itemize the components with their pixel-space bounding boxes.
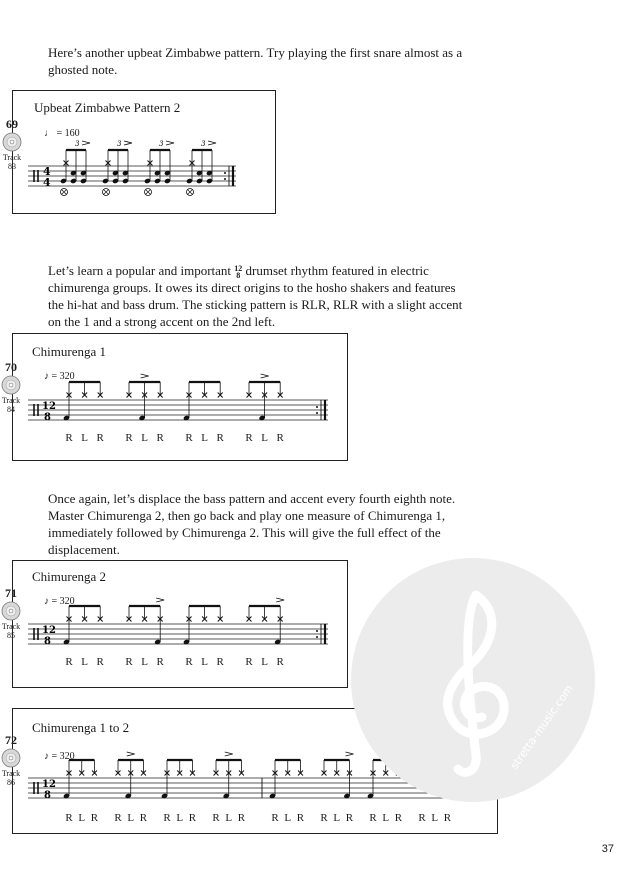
sticking-letter: R	[125, 656, 133, 668]
time-sig-top: 4	[43, 165, 51, 178]
track-badge[interactable]	[0, 734, 26, 787]
quarter-note-icon: ♩	[44, 128, 54, 139]
track-id: 85	[7, 631, 15, 640]
tempo-value: = 320	[51, 596, 75, 607]
example-title: Chimurenga 2	[32, 569, 107, 584]
intro-paragraph-2	[48, 262, 468, 330]
sticking-letter: R	[271, 812, 279, 824]
cd-icon	[1, 748, 21, 768]
paragraph-2-before: Let’s learn a popular and important	[48, 263, 232, 278]
sticking-letter: L	[431, 812, 439, 824]
inline-time-sig-bottom: 8	[236, 271, 241, 281]
track-number: 71	[5, 586, 17, 600]
sticking-letter: L	[81, 432, 88, 444]
accent-mark	[166, 141, 174, 145]
sticking-letter: L	[225, 812, 233, 824]
tempo-value: = 160	[56, 128, 80, 139]
sticking-letter: R	[163, 812, 171, 824]
tempo-value: = 320	[51, 751, 75, 762]
cd-icon	[2, 132, 22, 152]
track-badge[interactable]	[0, 361, 26, 414]
sticking-letter: L	[201, 432, 208, 444]
notation-staff-2	[28, 378, 338, 438]
track-number: 70	[5, 360, 17, 374]
sticking-letter: L	[141, 432, 148, 444]
notation-staff-1	[28, 136, 268, 206]
time-sig-top: 12	[42, 625, 56, 636]
sticking-letter: L	[382, 812, 390, 824]
track-label: Track	[1, 396, 21, 405]
sticking-letter: R	[418, 812, 426, 824]
triplet-mark: 3	[201, 140, 206, 148]
sticking-letter: R	[394, 812, 403, 824]
sticking-letter: R	[156, 656, 164, 668]
track-number: 69	[6, 117, 18, 131]
hihat-foot-cross	[146, 190, 151, 195]
time-sig-top: 12	[42, 779, 56, 790]
sticking-letter: R	[276, 432, 284, 444]
sticking-letter: R	[369, 812, 377, 824]
track-badge[interactable]	[0, 118, 27, 171]
accent-mark	[124, 141, 132, 145]
triplet-mark: 3	[117, 140, 122, 148]
track-id: 83	[8, 162, 16, 171]
sticking-letter: R	[65, 656, 73, 668]
sticking-letter: R	[114, 812, 122, 824]
sticking-letter: L	[176, 812, 184, 824]
cd-icon	[1, 375, 21, 395]
example-title: Chimurenga 1	[32, 344, 107, 359]
eighth-note-icon: ♪	[44, 596, 49, 607]
inline-time-signature	[234, 265, 242, 279]
sticking-letter: R	[216, 432, 224, 444]
sticking-letter: R	[345, 812, 354, 824]
triplet-mark: 3	[75, 140, 80, 148]
inline-time-sig-top: 12	[234, 264, 243, 274]
sticking-letter: R	[96, 432, 104, 444]
sticking-letter: L	[81, 656, 88, 668]
example-title: Upbeat Zimbabwe Pattern 2	[34, 100, 181, 115]
watermark-treble-clef-logo	[348, 555, 598, 805]
sticking-letter: R	[237, 812, 246, 824]
cd-icon	[1, 601, 21, 621]
watermark-text: stretta-music.com	[507, 682, 576, 772]
sticking-letter: R	[296, 812, 305, 824]
sticking-letter: R	[245, 432, 253, 444]
sticking-letter: R	[139, 812, 148, 824]
sticking-letter: R	[65, 812, 73, 824]
eighth-note-icon: ♪	[44, 751, 49, 762]
sticking-letter: L	[201, 656, 208, 668]
sticking-letter: R	[96, 656, 104, 668]
example-title: Chimurenga 1 to 2	[32, 720, 130, 735]
sticking-letter: L	[127, 812, 135, 824]
sticking-letter: R	[125, 432, 133, 444]
sticking-letter: R	[65, 432, 73, 444]
sticking-letter: L	[284, 812, 292, 824]
time-sig-bottom: 8	[44, 636, 51, 647]
sticking-letter: R	[320, 812, 328, 824]
sticking-letter: L	[261, 656, 268, 668]
sticking-letter: R	[443, 812, 452, 824]
triplet-mark: 3	[159, 140, 164, 148]
sticking-letter: R	[276, 656, 284, 668]
sticking-letter: L	[78, 812, 86, 824]
notation-staff-3	[28, 602, 338, 662]
track-label: Track	[1, 622, 21, 631]
sticking-letter: R	[185, 432, 193, 444]
sticking-letter: R	[216, 656, 224, 668]
sticking-letter: R	[188, 812, 197, 824]
hihat-foot-cross	[188, 190, 193, 195]
sticking-letter: R	[245, 656, 253, 668]
track-label: Track	[2, 153, 22, 162]
sticking-letter: L	[141, 656, 148, 668]
paragraph-2-after: drumset rhythm featured in electric chimurenga groups. It owes its direct origins to the hosho shakers and features the hi-hat and bass drum. The sticking pattern is RLR, RLR with a slight accent on the 1 and a strong accent on the 2nd left.	[48, 263, 463, 330]
track-label: Track	[1, 769, 21, 778]
sticking-letter: R	[156, 432, 164, 444]
sticking-letter: L	[333, 812, 341, 824]
time-sig-bottom: 8	[44, 790, 51, 801]
hihat-foot-cross	[104, 190, 109, 195]
sticking-letter: R	[185, 656, 193, 668]
sticking-letter: L	[261, 432, 268, 444]
time-sig-top: 12	[42, 401, 56, 412]
eighth-note-icon: ♪	[44, 371, 49, 382]
time-sig-bottom: 8	[44, 412, 51, 423]
track-badge[interactable]	[0, 587, 26, 640]
track-id: 84	[7, 405, 15, 414]
sticking-letter: R	[90, 812, 99, 824]
page-number: 37	[601, 843, 614, 855]
sticking-letter: R	[212, 812, 220, 824]
intro-paragraph-3: Once again, let’s displace the bass pattern and accent every fourth eighth note. Master Chimurenga 2, then go back and play one measure of Chimurenga 1, immediately followed by Chimurenga 2. This will give the full effect of the displacement.	[48, 491, 456, 557]
accent-mark	[82, 141, 90, 145]
track-number: 72	[5, 733, 17, 747]
intro-paragraph-1: Here’s another upbeat Zimbabwe pattern. Try playing the first snare almost as a ghosted note.	[48, 45, 463, 77]
track-id: 86	[7, 778, 15, 787]
hihat-foot-cross	[62, 190, 67, 195]
tempo-value: = 320	[51, 371, 75, 382]
time-sig-bottom: 4	[43, 176, 51, 189]
accent-mark	[208, 141, 216, 145]
